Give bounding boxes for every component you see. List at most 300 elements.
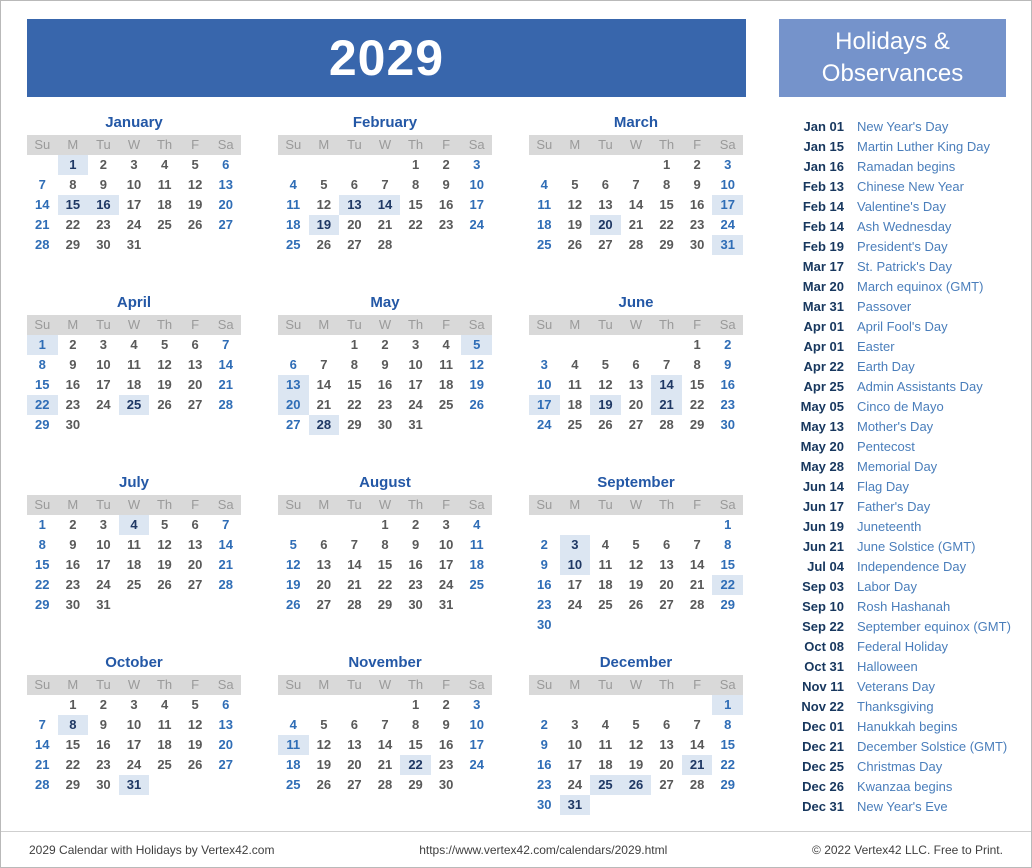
holiday-row	[794, 537, 1011, 557]
day-cell: 4	[442, 337, 450, 352]
day-cell: 20	[659, 757, 674, 772]
holiday-name: Admin Assistants Day	[857, 379, 983, 394]
month-april	[27, 291, 241, 471]
day-cell: 10	[438, 537, 454, 552]
empty-cell	[370, 155, 401, 175]
holiday-row	[794, 137, 1011, 157]
dow-label: Tu	[347, 137, 362, 152]
dow-label: Tu	[598, 137, 613, 152]
day-cell: 16	[689, 197, 705, 212]
day-cell: 28	[35, 777, 50, 792]
day-cell: 21	[218, 377, 233, 392]
day-cell: 27	[218, 217, 233, 232]
day-cell: 29	[659, 237, 674, 252]
day-cell: 23	[720, 397, 735, 412]
day-cell: 26	[187, 757, 203, 772]
day-cell: 2	[411, 517, 420, 532]
dow-label: W	[378, 317, 392, 332]
day-cell: 26	[628, 597, 644, 612]
month-january	[27, 111, 241, 291]
day-cell: 29	[35, 597, 50, 612]
day-cell: 7	[381, 717, 389, 732]
day-cell: 15	[377, 557, 393, 572]
day-cell: 6	[320, 537, 328, 552]
day-cell: 31	[126, 237, 142, 252]
day-cell: 13	[278, 375, 309, 395]
day-cell: 5	[191, 157, 199, 172]
day-cell: 3	[411, 337, 420, 352]
day-cell: 29	[35, 417, 50, 432]
day-cell: 27	[347, 237, 362, 252]
day-cell: 7	[662, 357, 671, 372]
day-cell: 21	[347, 577, 362, 592]
holiday-date: Jan 01	[803, 119, 844, 134]
dow-label: W	[378, 497, 392, 512]
day-cell: 7	[38, 177, 46, 192]
holiday-name: Halloween	[857, 659, 918, 674]
day-cell: 1	[712, 695, 743, 715]
day-cell: 24	[126, 757, 142, 772]
day-cell: 16	[377, 377, 393, 392]
day-cell: 28	[628, 237, 644, 252]
day-cell: 4	[601, 537, 610, 552]
day-cell: 24	[96, 577, 111, 592]
day-cell: 13	[659, 557, 674, 572]
footer	[1, 831, 1031, 867]
day-cell: 20	[590, 215, 621, 235]
holiday-date: Dec 31	[802, 799, 844, 814]
day-cell: 14	[377, 737, 393, 752]
day-cell: 23	[689, 217, 705, 232]
day-cell: 24	[469, 217, 484, 232]
day-cell: 20	[187, 377, 203, 392]
month-title: December	[599, 654, 673, 671]
day-cell: 16	[96, 737, 111, 752]
day-cell: 5	[632, 537, 640, 552]
day-cell: 19	[316, 757, 332, 772]
month-november	[278, 651, 492, 831]
dow-label: Su	[285, 137, 302, 152]
day-cell: 30	[65, 597, 81, 612]
month-title: May	[370, 294, 400, 311]
day-cell: 12	[567, 197, 583, 212]
day-cell: 31	[560, 795, 591, 815]
dow-label: Sa	[217, 497, 234, 512]
holiday-date: Dec 21	[802, 739, 844, 754]
empty-cell	[682, 515, 713, 535]
day-cell: 22	[659, 217, 674, 232]
day-cell: 28	[689, 597, 705, 612]
dow-label: Tu	[347, 677, 362, 692]
dow-label: Su	[536, 677, 553, 692]
dow-label: F	[442, 317, 451, 332]
day-cell: 21	[35, 757, 50, 772]
day-cell: 5	[461, 335, 492, 355]
dow-label: Th	[658, 677, 675, 692]
holiday-date: Apr 25	[803, 379, 844, 394]
holiday-date: Jul 04	[807, 559, 844, 574]
month-title: June	[618, 294, 654, 311]
dow-label: Th	[156, 137, 173, 152]
day-cell: 4	[601, 717, 610, 732]
dow-label: Sa	[719, 137, 736, 152]
dow-label: Su	[536, 137, 553, 152]
dow-label: F	[693, 317, 702, 332]
day-cell: 12	[469, 357, 484, 372]
empty-cell	[621, 695, 652, 715]
day-cell: 24	[126, 217, 142, 232]
day-cell: 19	[628, 757, 644, 772]
holiday-name: December Solstice (GMT)	[857, 739, 1008, 754]
dow-label: M	[569, 677, 581, 692]
day-cell: 29	[720, 597, 735, 612]
day-cell: 21	[377, 217, 393, 232]
month-title: July	[118, 474, 149, 491]
day-cell: 8	[724, 717, 732, 732]
day-cell: 9	[411, 537, 420, 552]
day-cell: 22	[35, 577, 50, 592]
holiday-row	[794, 357, 1011, 377]
month-title: October	[105, 654, 163, 671]
day-cell: 14	[370, 195, 401, 215]
day-cell: 7	[222, 517, 230, 532]
day-cell: 29	[689, 417, 705, 432]
dow-label: F	[442, 677, 451, 692]
holiday-date: Sep 10	[802, 599, 844, 614]
day-cell: 27	[187, 397, 203, 412]
day-cell: 10	[469, 717, 484, 732]
holiday-date: Apr 01	[803, 339, 844, 354]
day-cell: 19	[567, 217, 583, 232]
day-cell: 12	[316, 197, 332, 212]
day-cell: 21	[35, 217, 50, 232]
holiday-name: Cinco de Mayo	[857, 399, 944, 414]
holiday-row	[794, 557, 1011, 577]
day-cell: 28	[35, 237, 50, 252]
day-cell: 2	[381, 337, 389, 352]
holiday-date: Feb 13	[802, 179, 844, 194]
dow-label: Sa	[468, 677, 485, 692]
footer-url: https://www.vertex42.com/calendars/2029.html	[419, 842, 668, 857]
day-cell: 9	[724, 357, 732, 372]
day-cell: 8	[38, 537, 46, 552]
day-cell: 5	[191, 697, 199, 712]
day-cell: 17	[469, 737, 484, 752]
day-cell: 5	[632, 717, 640, 732]
day-cell: 2	[69, 517, 77, 532]
holiday-row	[794, 577, 1011, 597]
day-cell: 9	[540, 737, 548, 752]
day-cell: 23	[537, 597, 552, 612]
empty-cell	[529, 515, 560, 535]
day-cell: 19	[187, 197, 203, 212]
day-cell: 30	[438, 777, 454, 792]
day-cell: 15	[689, 377, 705, 392]
day-cell: 5	[320, 717, 328, 732]
day-cell: 25	[119, 395, 150, 415]
dow-label: W	[629, 137, 643, 152]
empty-cell	[278, 515, 309, 535]
day-cell: 10	[537, 377, 552, 392]
day-cell: 8	[724, 537, 732, 552]
day-cell: 30	[537, 797, 552, 812]
day-cell: 9	[540, 557, 548, 572]
day-cell: 9	[99, 177, 108, 192]
day-cell: 30	[96, 777, 111, 792]
dow-label: Th	[658, 137, 675, 152]
holidays-header-line1: Holidays &	[835, 28, 950, 55]
dow-label: Th	[156, 677, 173, 692]
day-cell: 25	[126, 577, 142, 592]
month-march	[529, 111, 743, 291]
day-cell: 1	[411, 157, 420, 172]
holiday-row	[794, 337, 1011, 357]
holiday-row	[794, 217, 1011, 237]
empty-cell	[590, 155, 621, 175]
day-cell: 2	[540, 537, 548, 552]
day-cell: 17	[96, 557, 111, 572]
dow-label: Sa	[468, 497, 485, 512]
day-cell: 10	[469, 177, 484, 192]
days-grid	[27, 695, 241, 795]
day-cell: 21	[218, 557, 233, 572]
holiday-row	[794, 477, 1011, 497]
dow-label: Sa	[217, 317, 234, 332]
holiday-date: Mar 17	[802, 259, 844, 274]
dow-label: Tu	[347, 497, 362, 512]
day-cell: 27	[187, 577, 203, 592]
day-cell: 17	[567, 577, 583, 592]
day-cell: 26	[157, 397, 172, 412]
holiday-row	[794, 417, 1011, 437]
day-cell: 28	[309, 415, 340, 435]
day-cell: 9	[693, 177, 701, 192]
day-cell: 20	[218, 737, 233, 752]
day-of-week-header	[529, 135, 743, 155]
day-cell: 10	[96, 537, 111, 552]
day-cell: 1	[662, 157, 671, 172]
dow-label: W	[378, 137, 392, 152]
empty-cell	[529, 695, 560, 715]
dow-label: Th	[407, 317, 424, 332]
day-cell: 22	[65, 217, 81, 232]
day-cell: 28	[218, 577, 233, 592]
day-cell: 25	[598, 597, 613, 612]
day-cell: 12	[157, 537, 172, 552]
dow-label: Th	[156, 317, 173, 332]
day-cell: 5	[571, 177, 579, 192]
day-cell: 4	[160, 697, 169, 712]
day-cell: 2	[724, 337, 732, 352]
empty-cell	[590, 335, 621, 355]
day-of-week-header	[278, 135, 492, 155]
day-cell: 25	[438, 397, 454, 412]
day-cell: 22	[689, 397, 705, 412]
day-cell: 19	[157, 377, 172, 392]
day-cell: 6	[222, 697, 230, 712]
holiday-date: Dec 26	[802, 779, 844, 794]
day-cell: 1	[693, 337, 701, 352]
day-cell: 4	[160, 157, 169, 172]
day-of-week-header	[278, 495, 492, 515]
day-cell: 15	[720, 737, 735, 752]
day-cell: 17	[96, 377, 111, 392]
holiday-row	[794, 257, 1011, 277]
day-of-week-header	[27, 315, 241, 335]
day-cell: 8	[381, 537, 389, 552]
day-cell: 13	[347, 737, 362, 752]
day-cell: 21	[682, 755, 713, 775]
day-cell: 4	[571, 357, 579, 372]
day-cell: 11	[286, 197, 301, 212]
holiday-date: Jun 19	[802, 519, 844, 534]
empty-cell	[309, 335, 340, 355]
day-cell: 13	[218, 177, 233, 192]
day-cell: 4	[119, 515, 150, 535]
holiday-name: Federal Holiday	[857, 639, 949, 654]
day-cell: 26	[157, 577, 172, 592]
day-cell: 13	[316, 557, 332, 572]
day-cell: 23	[377, 397, 393, 412]
empty-cell	[278, 155, 309, 175]
day-cell: 16	[65, 557, 81, 572]
dow-label: W	[127, 317, 141, 332]
dow-label: Tu	[96, 677, 111, 692]
holiday-date: May 13	[800, 419, 844, 434]
day-of-week-header	[529, 675, 743, 695]
month-title: February	[352, 114, 418, 131]
dow-label: Sa	[719, 677, 736, 692]
day-cell: 25	[157, 217, 172, 232]
day-cell: 2	[442, 697, 450, 712]
dow-label: Su	[536, 317, 553, 332]
day-cell: 8	[69, 177, 77, 192]
holiday-name: Mother's Day	[857, 419, 934, 434]
day-cell: 9	[69, 357, 77, 372]
day-cell: 24	[96, 397, 111, 412]
month-december	[529, 651, 743, 831]
holiday-name: Hanukkah begins	[857, 719, 958, 734]
empty-cell	[651, 695, 682, 715]
day-cell: 2	[540, 717, 548, 732]
day-cell: 26	[187, 217, 203, 232]
dow-label: W	[127, 497, 141, 512]
dow-label: Tu	[598, 677, 613, 692]
holiday-row	[794, 757, 1011, 777]
day-cell: 28	[689, 777, 705, 792]
day-cell: 17	[529, 395, 560, 415]
day-cell: 4	[130, 337, 138, 352]
empty-cell	[560, 335, 591, 355]
dow-label: Su	[34, 317, 51, 332]
holiday-date: Mar 31	[802, 299, 844, 314]
holiday-name: Ash Wednesday	[857, 219, 952, 234]
day-cell: 31	[96, 597, 111, 612]
empty-cell	[339, 515, 370, 535]
day-cell: 17	[408, 377, 423, 392]
day-cell: 9	[442, 177, 450, 192]
holiday-date: Oct 08	[804, 639, 844, 654]
day-cell: 19	[469, 377, 484, 392]
day-cell: 16	[537, 577, 552, 592]
day-cell: 16	[537, 757, 552, 772]
month-june	[529, 291, 743, 471]
day-cell: 26	[286, 597, 301, 612]
dow-label: M	[67, 677, 79, 692]
day-cell: 26	[469, 397, 484, 412]
month-title: November	[348, 654, 422, 671]
day-cell: 22	[408, 217, 423, 232]
dow-label: F	[693, 497, 702, 512]
day-cell: 18	[126, 377, 142, 392]
day-cell: 20	[278, 395, 309, 415]
day-cell: 24	[720, 217, 735, 232]
day-cell: 13	[187, 357, 203, 372]
dow-label: M	[569, 497, 581, 512]
dow-label: Su	[536, 497, 553, 512]
day-cell: 8	[411, 177, 420, 192]
dow-label: Su	[34, 677, 51, 692]
day-cell: 17	[712, 195, 743, 215]
days-grid	[27, 155, 241, 255]
dow-label: Tu	[347, 317, 362, 332]
day-cell: 23	[438, 217, 454, 232]
day-cell: 12	[628, 557, 644, 572]
holiday-date: Sep 22	[802, 619, 844, 634]
day-cell: 10	[408, 357, 423, 372]
day-cell: 26	[316, 777, 332, 792]
empty-cell	[590, 515, 621, 535]
empty-cell	[651, 515, 682, 535]
day-cell: 12	[187, 177, 203, 192]
day-cell: 12	[316, 737, 332, 752]
day-cell: 15	[408, 737, 423, 752]
day-cell: 16	[88, 195, 119, 215]
day-cell: 30	[65, 417, 81, 432]
month-title: August	[359, 474, 411, 491]
day-cell: 10	[567, 737, 583, 752]
day-cell: 31	[408, 417, 423, 432]
day-cell: 6	[191, 337, 199, 352]
day-cell: 28	[377, 237, 393, 252]
day-cell: 1	[58, 155, 89, 175]
day-cell: 30	[720, 417, 735, 432]
day-cell: 23	[96, 757, 111, 772]
day-cell: 23	[537, 777, 552, 792]
day-cell: 29	[347, 417, 362, 432]
dow-label: F	[693, 677, 702, 692]
empty-cell	[27, 155, 58, 175]
holidays-header-banner	[779, 19, 1006, 97]
day-cell: 12	[157, 357, 172, 372]
day-cell: 3	[571, 717, 579, 732]
day-cell: 13	[659, 737, 674, 752]
day-cell: 14	[347, 557, 362, 572]
day-of-week-header	[278, 315, 492, 335]
empty-cell	[309, 515, 340, 535]
day-cell: 26	[316, 237, 332, 252]
day-cell: 18	[598, 577, 613, 592]
day-cell: 20	[316, 577, 332, 592]
dow-label: M	[318, 317, 330, 332]
day-cell: 15	[58, 195, 89, 215]
dow-label: Sa	[217, 677, 234, 692]
dow-label: M	[318, 137, 330, 152]
day-cell: 8	[38, 357, 46, 372]
day-cell: 18	[537, 217, 552, 232]
dow-label: M	[67, 317, 79, 332]
day-cell: 25	[537, 237, 552, 252]
